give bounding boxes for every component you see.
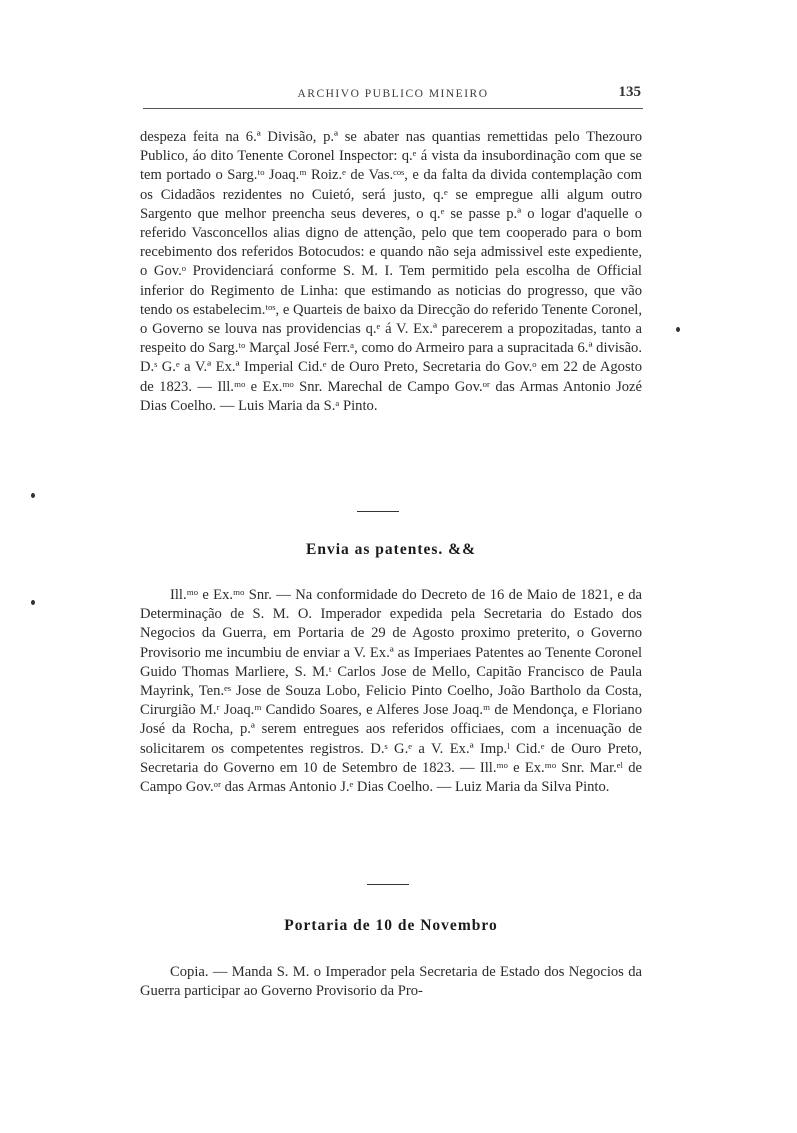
margin-dot (676, 327, 680, 332)
header-rule (143, 108, 643, 110)
margin-dot (31, 600, 35, 605)
letter-continuation-paragraph: despeza feita na 6.ª Divisão, p.ª se abater nas quantias remettidas pelo Thezouro Publico, áo dito Tenente Coronel Inspector: q.ᵉ á vista da insubordinação com que se tem portado o Sarg.ᵗᵒ Joaq.ᵐ Roiz.ᵉ de Vas.ᶜᵒˢ, e da falta da divida contemplação com os Cidadãos rezidentes no Cuietó, será justo, q.ᵉ se empregue alli algum outro Sargento que melhor preencha seus deveres, o q.ᵉ se passe p.ª o logar d'aquelle o referido Vasconcellos alias digno de attenção, pelo que tem cooperado para o bom recebimento dos referidos Botocudos: e quando não seja admissivel este expediente, o Gov.ᵒ Providenciará conforme S. M. I. Tem permitido pela escolha de Official inferior do Regimento de Linha: que estimando as noticias do progresso, que vão tendo os estabelecim.ᵗᵒˢ, e Quarteis de baixo da Direcção do referido Tenente Coronel, o Governo se louva nas providencias q.ᵉ á V. Ex.ª parecerem a propozitadas, tanto a respeito do Sarg.ᵗᵒ Marçal José Ferr.ᵃ, como do Armeiro para a supracitada 6.ª divisão. D.ˢ G.ᵉ a V.ª Ex.ª Imperial Cid.ᵉ de Ouro Preto, Secretaria do Gov.ᵒ em 22 de Agosto de 1823. — Ill.ᵐᵒ e Ex.ᵐᵒ Snr. Marechal de Campo Gov.ᵒʳ das Armas Antonio Jozé Dias Coelho. — Luis Maria da S.ᵃ Pinto. (140, 129, 642, 414)
portaria-paragraph: Copia. — Manda S. M. o Imperador pela Secretaria de Estado dos Negocios da Guerra participar ao Governo Provisorio da Pro- (140, 964, 642, 1000)
patentes-letter-paragraph: Ill.ᵐᵒ e Ex.ᵐᵒ Snr. — Na conformidade do Decreto de 16 de Maio de 1821, e da Determinação de S. M. O. Imperador expedida pela Secretaria do Estado dos Negocios da Guerra, em Portaria de 29 de Agosto proximo preterito, o Governo Provisorio me incumbiu de enviar a V. Ex.ª as Imperiaes Patentes ao Tenente Coronel Guido Thomas Marliere, S. M.ᵗ Carlos Jose de Mello, Capitão Francisco de Paula Mayrink, Ten.ᵉˢ Jose de Souza Lobo, Felicio Pinto Coelho, João Bartholo da Costa, Cirurgião M.ʳ Joaq.ᵐ Candido Soares, e Alferes Jose Joaq.ᵐ de Mendonça, e Floriano José da Rocha, p.ª serem entregues aos referidos officiaes, com a incenuação de solicitarem os competentes registros. D.ˢ G.ᵉ a V. Ex.ª Imp.ˡ Cid.ᵉ de Ouro Preto, Secretaria do Governo em 10 de Setembro de 1823. — Ill.ᵐᵒ e Ex.ᵐᵒ Snr. Mar.ᵉˡ de Campo Gov.ᵒʳ das Armas Antonio J.ᵉ Dias Coelho. — Luiz Maria da Silva Pinto. (140, 587, 642, 796)
section-heading-envia-as-patentes: Envia as patentes. && (306, 541, 476, 558)
margin-dot (31, 493, 35, 498)
section-heading-portaria: Portaria de 10 de Novembro (284, 917, 498, 934)
section-divider (367, 884, 409, 885)
running-head (143, 84, 643, 106)
section-divider (357, 511, 399, 512)
page-number: 135 (618, 84, 641, 100)
running-title: ARCHIVO PUBLICO MINEIRO (297, 88, 489, 100)
